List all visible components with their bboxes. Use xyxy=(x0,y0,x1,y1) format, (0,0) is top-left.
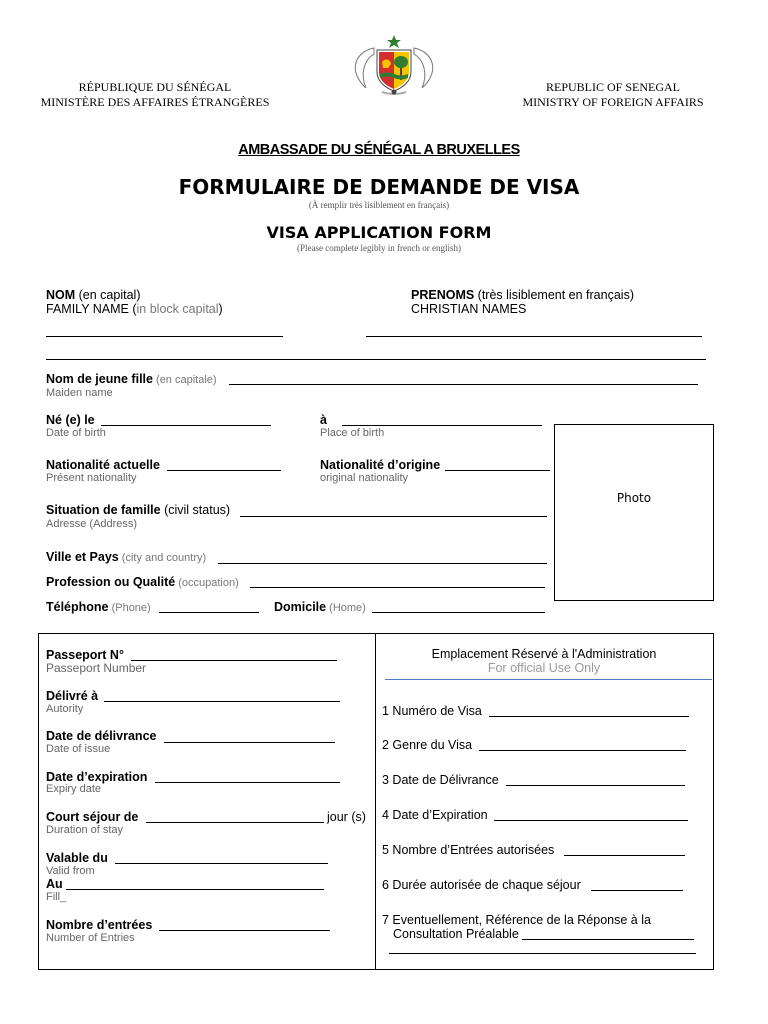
prenoms-input-line[interactable] xyxy=(366,336,702,337)
profession-bold: Profession ou Qualité xyxy=(46,575,176,589)
nat-actuelle-input-line[interactable] xyxy=(167,470,281,471)
court-sejour-input-line[interactable] xyxy=(146,822,324,823)
family-name-text-a: FAMILY NAME ( xyxy=(46,302,137,316)
situation-bold: Situation de famille xyxy=(46,503,161,517)
family-name-text-b: in block capital xyxy=(136,302,219,316)
domicile-bold: Domicile xyxy=(274,600,327,614)
profession-rest: (occupation) xyxy=(175,577,239,589)
court-sejour-label: Court séjour de xyxy=(46,810,139,824)
profession-label xyxy=(46,575,239,589)
date-deliv-label: Date de délivrance xyxy=(46,729,157,743)
header-left xyxy=(30,80,280,110)
telephone-label xyxy=(46,600,151,614)
nat-actuelle-label: Nationalité actuelle xyxy=(46,458,160,472)
nom-label xyxy=(46,288,140,302)
telephone-bold: Téléphone xyxy=(46,600,109,614)
family-name-label xyxy=(46,302,223,316)
entrees-input-line[interactable] xyxy=(159,930,330,931)
nat-origine-input-line[interactable] xyxy=(445,470,550,471)
admin-item-6: 6 Durée autorisée de chaque séjour xyxy=(382,878,581,892)
ne-le-label: Né (e) le xyxy=(46,413,95,427)
maiden-name-bold: Nom de jeune fille xyxy=(46,372,153,386)
nom-input-line[interactable] xyxy=(46,336,283,337)
nat-origine-label: Nationalité d’origine xyxy=(320,458,441,472)
place-of-birth-input-line[interactable] xyxy=(342,425,542,426)
admin-item-4: 4 Date d’Expiration xyxy=(382,808,488,822)
date-exp-sub: Expiry date xyxy=(46,783,102,795)
photo-box[interactable] xyxy=(554,424,714,601)
admin-item-3: 3 Date de Délivrance xyxy=(382,773,499,787)
form-subtitle-en: (Please complete legibly in french or english) xyxy=(297,243,461,253)
admin-item-7-extra-line[interactable] xyxy=(389,953,696,954)
entrees-sub: Number of Entries xyxy=(46,932,135,944)
passeport-sub: Passeport Number xyxy=(46,661,147,675)
valable-label: Valable du xyxy=(46,851,108,865)
court-sejour-sub: Duration of stay xyxy=(46,824,124,836)
ville-rest: (city and country) xyxy=(118,552,207,564)
admin-item-2-line[interactable] xyxy=(479,750,686,751)
valable-sub: Valid from xyxy=(46,865,95,877)
admin-item-7-line2: Consultation Préalable xyxy=(393,927,519,941)
place-of-birth-sub: Place of birth xyxy=(320,427,385,439)
names-continuation-line[interactable] xyxy=(46,359,706,360)
date-exp-label: Date d’expiration xyxy=(46,770,148,784)
maiden-name-input-line[interactable] xyxy=(229,384,698,385)
delivre-sub: Autority xyxy=(46,703,84,715)
a-label: à xyxy=(320,413,327,427)
senegal-coat-of-arms xyxy=(344,34,444,96)
telephone-input-line[interactable] xyxy=(159,612,259,613)
valable-input-line[interactable] xyxy=(115,863,328,864)
situation-input-line[interactable] xyxy=(240,516,547,517)
maiden-name-sub: Maiden name xyxy=(46,387,113,399)
admin-separator xyxy=(385,679,712,680)
family-name-text-c: ) xyxy=(218,302,223,316)
au-label: Au xyxy=(46,877,63,891)
passeport-label: Passeport N° xyxy=(46,648,124,662)
original-nationality-sub: original nationality xyxy=(320,472,409,484)
photo-label: Photo xyxy=(616,491,652,505)
ministry-en: MINISTRY OF FOREIGN AFFAIRS xyxy=(522,95,704,109)
prenoms-label-rest: (très lisiblement en français) xyxy=(474,288,634,302)
republic-en: REPUBLIC OF SENEGAL xyxy=(545,80,680,94)
form-title-en: VISA APPLICATION FORM xyxy=(266,223,492,242)
situation-label xyxy=(46,503,230,517)
admin-item-6-line[interactable] xyxy=(591,890,683,891)
admin-item-5-line[interactable] xyxy=(564,855,685,856)
domicile-rest: (Home) xyxy=(326,602,366,614)
date-of-birth-sub: Date of birth xyxy=(46,427,106,439)
nom-label-rest: (en capital) xyxy=(75,288,141,302)
court-sejour-suffix: jour (s) xyxy=(327,810,366,824)
admin-item-7-line[interactable] xyxy=(522,939,694,940)
telephone-rest: (Phone) xyxy=(108,602,151,614)
date-of-birth-input-line[interactable] xyxy=(101,425,271,426)
admin-title: Emplacement Réservé à l'Administration xyxy=(431,647,657,661)
header-right xyxy=(488,80,738,110)
admin-subtitle: For official Use Only xyxy=(487,661,601,675)
form-title-fr: FORMULAIRE DE DEMANDE DE VISA xyxy=(178,175,580,199)
delivre-input-line[interactable] xyxy=(104,701,340,702)
republic-fr: RÉPUBLIQUE DU SÉNÉGAL xyxy=(78,80,232,94)
table-divider xyxy=(375,633,376,969)
admin-item-5: 5 Nombre d’Entrées autorisées xyxy=(382,843,555,857)
admin-item-1-line[interactable] xyxy=(489,716,689,717)
au-sub: Fill_ xyxy=(46,891,67,903)
profession-input-line[interactable] xyxy=(250,587,545,588)
passeport-input-line[interactable] xyxy=(131,660,337,661)
admin-item-4-line[interactable] xyxy=(494,820,688,821)
form-subtitle-fr: (À remplir très lisiblement en français) xyxy=(308,200,450,210)
admin-item-2: 2 Genre du Visa xyxy=(382,738,473,752)
maiden-name-label xyxy=(46,372,217,386)
prenoms-label-bold: PRENOMS xyxy=(411,288,475,302)
admin-item-3-line[interactable] xyxy=(506,785,685,786)
present-nationality-sub: Présent nationality xyxy=(46,472,137,484)
christian-names-label: CHRISTIAN NAMES xyxy=(411,302,527,316)
ville-label xyxy=(46,550,206,564)
date-deliv-sub: Date of issue xyxy=(46,743,111,755)
delivre-label: Délivré à xyxy=(46,689,99,703)
nom-label-bold: NOM xyxy=(46,288,76,302)
maiden-name-rest: (en capitale) xyxy=(152,374,217,386)
ville-bold: Ville et Pays xyxy=(46,550,119,564)
au-input-line[interactable] xyxy=(66,889,324,890)
adresse-sub: Adresse (Address) xyxy=(46,518,138,530)
date-deliv-input-line[interactable] xyxy=(164,742,335,743)
situation-rest: (civil status) xyxy=(160,503,231,517)
admin-item-7: 7 Eventuellement, Référence de la Réponse à la xyxy=(382,913,651,927)
date-exp-input-line[interactable] xyxy=(155,782,340,783)
ministry-fr: MINISTÈRE DES AFFAIRES ÉTRANGÈRES xyxy=(40,95,270,109)
admin-item-1: 1 Numéro de Visa xyxy=(382,704,482,718)
embassy-title: AMBASSADE DU SÉNÉGAL A BRUXELLES xyxy=(238,142,520,158)
prenoms-label xyxy=(411,288,634,302)
entrees-label: Nombre d’entrées xyxy=(46,918,153,932)
ville-input-line[interactable] xyxy=(218,563,547,564)
domicile-input-line[interactable] xyxy=(372,612,545,613)
domicile-label xyxy=(274,600,366,614)
